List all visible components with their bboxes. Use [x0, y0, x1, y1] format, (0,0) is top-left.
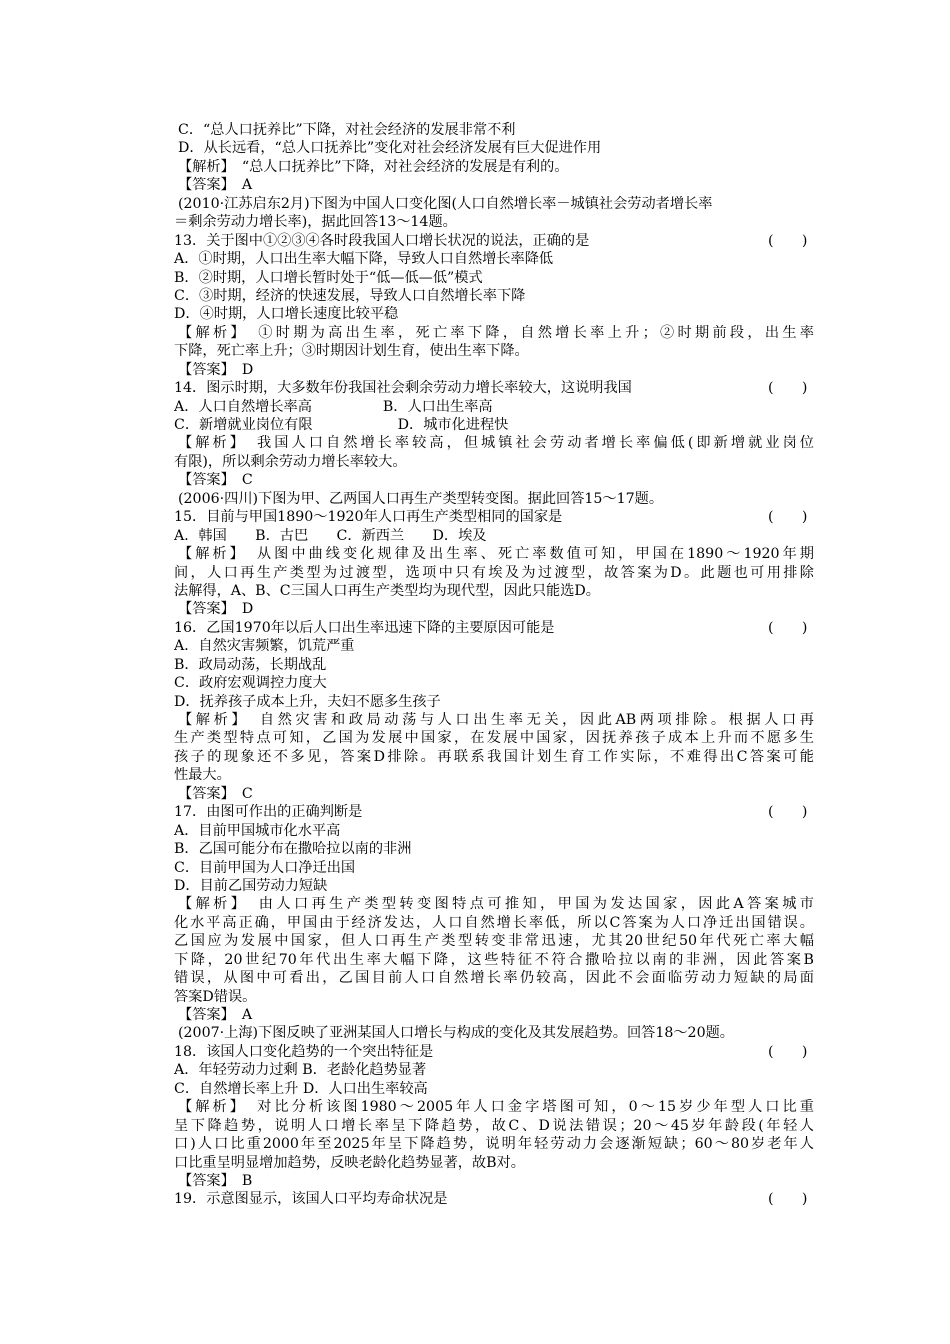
- text-line: C．新增就业岗位有限 D．城市化进程快: [174, 417, 509, 433]
- text-line: 【解析】 对比分析该图1980～2005年人口金字塔图可知，0～15岁少年型人口比重: [178, 1099, 814, 1116]
- text-line: A．韩国 B．古巴 C．新西兰 D．埃及: [174, 527, 487, 544]
- text-line: 【解析】 从图中曲线变化规律及出生率、死亡率数值可知，甲国在1890～1920年期: [178, 546, 814, 563]
- question-text: 15．目前与甲国1890～1920年人口再生产类型相同的国家是: [174, 509, 563, 526]
- text-line: 【解析】 由人口再生产类型转变图特点可推知，甲国为发达国家，因此A答案城市: [178, 896, 814, 913]
- text-line: [174, 232, 814, 250]
- answer-bracket: ( ): [768, 619, 808, 636]
- text-line: 口)人口比重2000年至2025年呈下降趋势，说明年轻劳动力会逐渐短缺；60～80岁老年人: [174, 1136, 814, 1153]
- answer-bracket: ( ): [768, 509, 808, 526]
- text-line: 性最大。: [174, 767, 231, 784]
- text-line: (2010·江苏启东2月)下图为中国人口变化图(人口自然增长率－城镇社会劳动者增长率: [178, 195, 713, 212]
- answer-bracket: ( ): [768, 1191, 808, 1208]
- text-line: 错误，从图中可看出，乙国目前人口自然增长率仍较高，因此不会面临劳动力短缺的局面: [174, 970, 814, 987]
- text-line: A．自然灾害频繁，饥荒严重: [174, 638, 355, 655]
- text-line: 【答案】 A: [178, 1007, 253, 1023]
- text-line: 【答案】 C: [178, 785, 253, 802]
- text-line: ＝剩余劳动力增长率)，据此回答13～14题。: [174, 214, 457, 231]
- text-line: 答案D错误。: [174, 988, 257, 1005]
- text-line: D．抚养孩子成本上升，夫妇不愿多生孩子: [174, 693, 441, 710]
- text-line: 口比重呈明显增加趋势，反映老龄化趋势显著，故B对。: [174, 1154, 525, 1171]
- text-line: 【答案】 B: [178, 1172, 253, 1189]
- text-line: 间，人口再生产类型为过渡型，选项中只有埃及为过渡型，故答案为D。此题也可用排除: [174, 564, 814, 581]
- text-line: (2007·上海)下图反映了亚洲某国人口增长与构成的变化及其发展趋势。回答18～20题。: [178, 1025, 734, 1042]
- text-line: 【答案】 D: [178, 601, 254, 618]
- text-line: 【解析】 我国人口自然增长率较高，但城镇社会劳动者增长率偏低(即新增就业岗位: [178, 435, 814, 452]
- question-text: 19．示意图显示，该国人口平均寿命状况是: [174, 1191, 448, 1208]
- text-line: B．②时期，人口增长暂时处于“低—低—低”模式: [174, 269, 483, 286]
- text-line: B．乙国可能分布在撒哈拉以南的非洲: [174, 841, 412, 858]
- answer-bracket: ( ): [768, 1043, 808, 1060]
- text-line: 法解得，A、B、C三国人口再生产类型均为现代型，因此只能选D。: [174, 582, 600, 599]
- text-line: 呈下降趋势，说明人口增长率呈下降趋势，故C、D说法错误；20～45岁年龄段(年轻人: [174, 1117, 814, 1134]
- text-line: [174, 803, 814, 821]
- question-text: 18．该国人口变化趋势的一个突出特征是: [174, 1043, 434, 1060]
- text-line: 下降，死亡率上升；③时期因计划生育，使出生率下降。: [174, 343, 529, 360]
- text-line: A．目前甲国城市化水平高: [174, 822, 341, 839]
- document-page: [174, 121, 814, 1209]
- text-line: 化水平高正确，甲国由于经济发达，人口自然增长率低，所以C答案为人口净迁出国错误。: [174, 914, 814, 931]
- text-line: C．自然增长率上升 D．人口出生率较高: [174, 1080, 428, 1097]
- text-line: A．人口自然增长率高 B．人口出生率高: [174, 398, 493, 415]
- text-line: A．①时期，人口出生率大幅下降，导致人口自然增长率降低: [174, 251, 554, 268]
- question-text: 16．乙国1970年以后人口出生率迅速下降的主要原因可能是: [174, 619, 555, 636]
- answer-bracket: ( ): [768, 380, 808, 397]
- text-line: C．③时期，经济的快速发展，导致人口自然增长率下降: [174, 287, 526, 304]
- text-line: D．④时期，人口增长速度比较平稳: [174, 306, 399, 323]
- text-line: 有限)，所以剩余劳动力增长率较大。: [174, 453, 407, 470]
- text-line: 乙国应为发展中国家，但人口再生产类型转变非常迅速，尤其20世纪50年代死亡率大幅: [174, 933, 814, 950]
- text-line: [174, 508, 814, 526]
- text-line: A．年轻劳动力过剩 B．老龄化趋势显著: [174, 1062, 427, 1079]
- text-line: 生产类型特点可知，乙国为发展中国家，在发展中国家，因抚养孩子成本上升而不愿多生: [174, 730, 814, 747]
- text-line: 【解析】 自然灾害和政局动荡与人口出生率无关，因此AB两项排除。根据人口再: [178, 712, 814, 728]
- answer-bracket: ( ): [768, 232, 808, 249]
- text-line: C．政府宏观调控力度大: [174, 675, 327, 692]
- text-line: 【答案】 A: [178, 177, 253, 194]
- text-line: [174, 619, 814, 637]
- text-line: (2006·四川)下图为甲、乙两国人口再生产类型转变图。据此回答15～17题。: [178, 490, 664, 507]
- text-line: 【解析】 “总人口抚养比”下降，对社会经济的发展是有利的。: [178, 158, 569, 175]
- text-line: 【答案】 D: [178, 361, 254, 378]
- text-line: 【解析】 ①时期为高出生率，死亡率下降，自然增长率上升；②时期前段，出生率: [178, 324, 814, 341]
- text-line: 【答案】 C: [178, 472, 253, 489]
- text-line: C．“总人口抚养比”下降，对社会经济的发展非常不利: [178, 122, 516, 138]
- question-text: 17．由图可作出的正确判断是: [174, 804, 363, 821]
- text-line: [174, 1043, 814, 1061]
- question-text: 14．图示时期，大多数年份我国社会剩余劳动力增长率较大，这说明我国: [174, 380, 632, 397]
- text-line: 下降，20世纪70年代出生率大幅下降，这些特征不符合撒哈拉以南的非洲，因此答案B: [174, 951, 814, 968]
- text-line: 孩子的现象还不多见，答案D排除。再联系我国计划生育工作实际，不难得出C答案可能: [174, 748, 814, 765]
- question-text: 13．关于图中①②③④各时段我国人口增长状况的说法，正确的是: [174, 232, 590, 249]
- text-line: C．目前甲国为人口净迁出国: [174, 859, 356, 876]
- text-line: [174, 379, 814, 397]
- answer-bracket: ( ): [768, 804, 808, 821]
- text-line: B．政局动荡，长期战乱: [174, 656, 327, 673]
- text-line: D．目前乙国劳动力短缺: [174, 877, 328, 894]
- text-line: D．从长远看，“总人口抚养比”变化对社会经济发展有巨大促进作用: [178, 140, 602, 157]
- text-line: [174, 1190, 814, 1208]
